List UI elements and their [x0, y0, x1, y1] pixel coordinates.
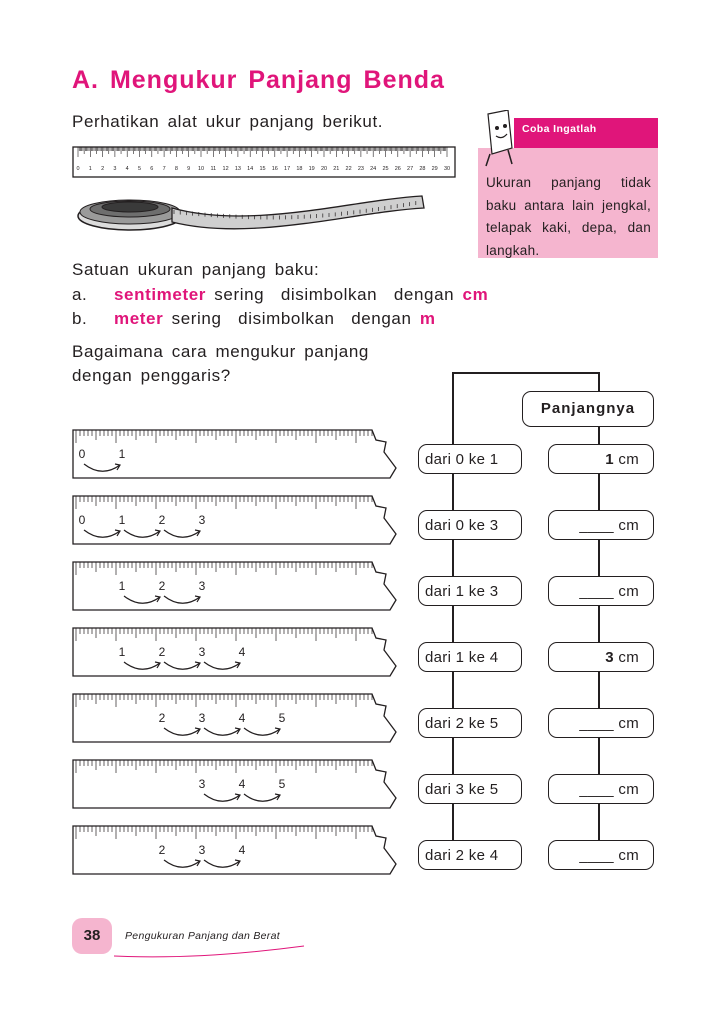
- ruler-number: 13: [234, 166, 241, 172]
- range-label: dari 1 ke 3: [418, 576, 522, 606]
- ruler-number: 29: [431, 166, 438, 172]
- answer-value: ____: [579, 847, 614, 864]
- ruler-number: 4: [238, 843, 246, 857]
- ruler-row: [72, 758, 402, 810]
- range-label: dari 3 ke 5: [418, 774, 522, 804]
- length-answer[interactable]: [548, 708, 654, 738]
- unit-item-b: [72, 309, 436, 329]
- unit-a-text: sering disimbolkan dengan: [205, 285, 463, 304]
- unit-b-marker: b.: [72, 309, 88, 328]
- ruler-number: 25: [382, 166, 389, 172]
- page-number: 38: [72, 918, 112, 954]
- unit-a-symbol: cm: [462, 285, 489, 304]
- ruler-number: 4: [125, 166, 129, 172]
- answer-unit: cm: [613, 649, 639, 666]
- ruler-row: [72, 626, 402, 678]
- length-answer[interactable]: [548, 576, 654, 606]
- ruler-number: 3: [198, 513, 206, 527]
- range-label: dari 2 ke 4: [418, 840, 522, 870]
- ruler-number: 15: [259, 166, 266, 172]
- ruler-number: 1: [118, 579, 126, 593]
- ruler-number: 3: [198, 711, 206, 725]
- answer-unit: cm: [613, 583, 639, 600]
- ruler-number: 0: [76, 166, 80, 172]
- ruler-number: 30: [443, 166, 451, 172]
- guide-line-top: [452, 372, 600, 374]
- ruler-number: 1: [88, 166, 92, 172]
- range-label: dari 0 ke 3: [418, 510, 522, 540]
- ruler-row: [72, 824, 402, 876]
- ruler-number: 17: [284, 166, 291, 172]
- ruler-number: 28: [419, 166, 426, 172]
- ruler-number: 1: [118, 645, 126, 659]
- length-answer: [548, 642, 654, 672]
- range-label: dari 1 ke 4: [418, 642, 522, 672]
- unit-a-marker: a.: [72, 285, 88, 304]
- ruler-number: 2: [101, 166, 105, 172]
- unit-b-term: meter: [114, 309, 164, 328]
- ruler-number: 2: [158, 579, 166, 593]
- ruler-number: 20: [320, 166, 328, 172]
- ruler-number: 2: [158, 645, 166, 659]
- unit-b-text: sering disimbolkan dengan: [163, 309, 420, 328]
- ruler-number: 11: [210, 166, 217, 172]
- ruler-row: [72, 494, 402, 546]
- panjangnya-header: Panjangnya: [522, 391, 654, 427]
- ruler-number: 3: [198, 777, 206, 791]
- answer-unit: cm: [613, 451, 639, 468]
- length-answer: [548, 444, 654, 474]
- callout-heading: Coba Ingatlah: [522, 123, 597, 135]
- range-label: dari 2 ke 5: [418, 708, 522, 738]
- ruler-number: 0: [78, 513, 86, 527]
- ruler-number: 1: [118, 513, 126, 527]
- ruler-number: 24: [370, 166, 377, 172]
- intro-text: Perhatikan alat ukur panjang berikut.: [72, 112, 384, 131]
- footer-text: Pengukuran Panjang dan Berat: [125, 930, 280, 942]
- straight-ruler: [72, 146, 458, 180]
- callout-text: Ukuran panjang tidak baku antara lain jengkal, telapak kaki, depa, dan langkah.: [486, 175, 651, 258]
- ruler-number: 8: [174, 166, 178, 172]
- ruler-number: 0: [78, 447, 86, 461]
- answer-value: ____: [579, 583, 614, 600]
- ruler-number: 23: [357, 166, 364, 172]
- answer-unit: cm: [613, 715, 639, 732]
- ruler-number: 16: [271, 166, 278, 172]
- ruler-number: 3: [198, 579, 206, 593]
- units-heading: Satuan ukuran panjang baku:: [72, 260, 320, 279]
- section-title: A. Mengukur Panjang Benda: [72, 66, 445, 94]
- answer-value: 1: [605, 451, 614, 468]
- ruler-number: 5: [278, 711, 286, 725]
- unit-item-a: [72, 285, 488, 305]
- ruler-row: [72, 428, 402, 480]
- ruler-number: 22: [345, 166, 352, 172]
- measuring-tape-icon: [72, 190, 432, 250]
- ruler-number: 2: [158, 843, 166, 857]
- ruler-number: 7: [162, 166, 166, 172]
- range-label: dari 0 ke 1: [418, 444, 522, 474]
- ruler-row: [72, 560, 402, 612]
- ruler-number: 4: [238, 645, 246, 659]
- ruler-number: 2: [158, 711, 166, 725]
- ruler-row: [72, 692, 402, 744]
- ruler-number: 27: [407, 166, 414, 172]
- ruler-number: 4: [238, 711, 246, 725]
- ruler-number: 18: [296, 166, 303, 172]
- unit-a-term: sentimeter: [114, 285, 206, 304]
- ruler-number: 19: [308, 166, 315, 172]
- ruler-number: 3: [113, 166, 117, 172]
- ruler-number: 9: [187, 166, 191, 172]
- unit-b-symbol: m: [419, 309, 436, 328]
- ruler-number: 5: [137, 166, 142, 172]
- answer-value: ____: [579, 715, 614, 732]
- length-answer[interactable]: [548, 510, 654, 540]
- answer-unit: cm: [613, 781, 639, 798]
- length-answer[interactable]: [548, 774, 654, 804]
- ruler-number: 21: [333, 166, 340, 172]
- ruler-number: 1: [118, 447, 126, 461]
- ruler-number: 5: [278, 777, 286, 791]
- ruler-number: 6: [150, 166, 154, 172]
- ruler-number: 3: [198, 645, 206, 659]
- ruler-number: 2: [158, 513, 166, 527]
- answer-value: ____: [579, 517, 614, 534]
- answer-value: ____: [579, 781, 614, 798]
- ruler-number: 4: [238, 777, 246, 791]
- ruler-number: 12: [222, 166, 229, 172]
- answer-unit: cm: [613, 847, 639, 864]
- length-answer[interactable]: [548, 840, 654, 870]
- ruler-number: 26: [394, 166, 401, 172]
- ruler-number: 14: [247, 166, 254, 172]
- ruler-number: 3: [198, 843, 206, 857]
- answer-unit: cm: [613, 517, 639, 534]
- ruler-number: 10: [197, 166, 205, 172]
- answer-value: 3: [605, 649, 614, 666]
- question-line-1: Bagaimana cara mengukur panjang: [72, 342, 369, 361]
- question-line-2: dengan penggaris?: [72, 366, 231, 385]
